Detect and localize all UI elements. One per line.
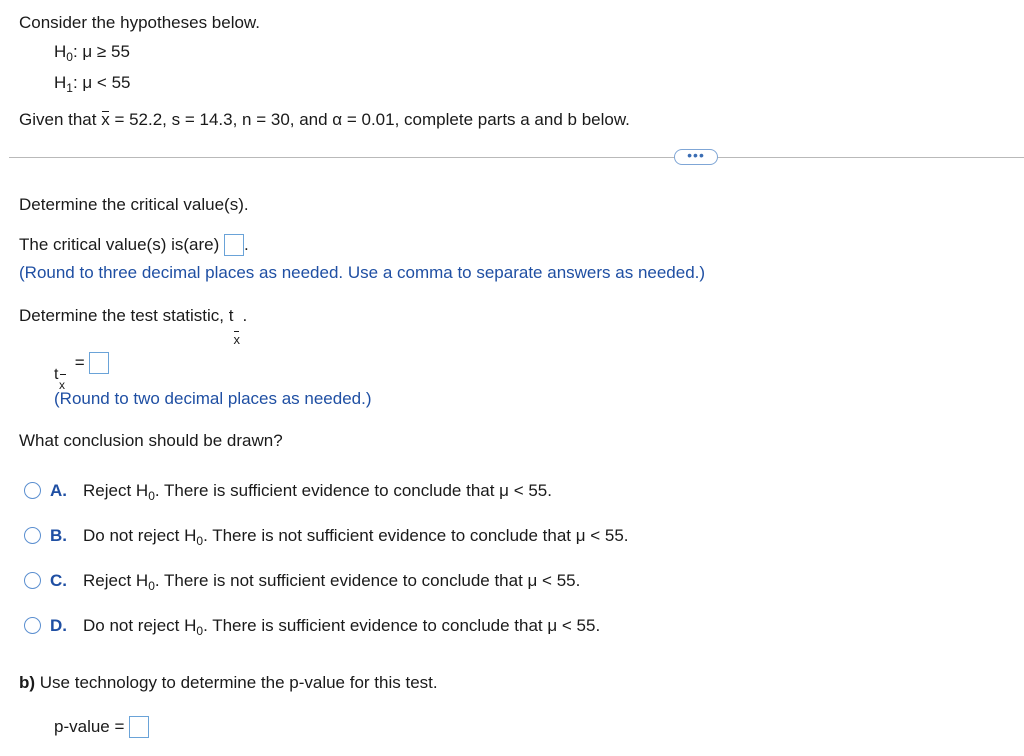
option-d-pre: Do not reject H: [83, 616, 197, 635]
given-prefix: Given that: [19, 110, 102, 129]
option-a-radio[interactable]: [24, 482, 41, 499]
part-b-prompt: [19, 672, 438, 694]
option-c-sub: 0: [148, 579, 155, 593]
alt-hypothesis-sub: 1: [66, 81, 73, 95]
test-statistic-prompt-suffix: .: [242, 306, 248, 325]
option-c-post: . There is not sufficient evidence to conclude that μ < 55.: [154, 571, 581, 590]
null-hypothesis-h: H: [54, 42, 67, 61]
null-hypothesis-sub: 0: [66, 50, 73, 64]
test-statistic-input[interactable]: [89, 352, 109, 374]
critical-value-label: The critical value(s) is(are): [19, 235, 224, 254]
option-b-letter: B.: [50, 526, 67, 545]
option-b-pre: Do not reject H: [83, 526, 197, 545]
pvalue-label: p-value =: [54, 717, 130, 736]
test-statistic-t: t: [54, 366, 59, 383]
option-d-radio[interactable]: [24, 617, 41, 634]
alt-hypothesis-relation: : μ < 55: [72, 73, 131, 92]
option-d-text[interactable]: [83, 615, 600, 638]
option-b-sub: 0: [196, 534, 204, 548]
test-statistic-row: [54, 352, 109, 392]
critical-value-suffix: .: [244, 235, 249, 254]
critical-value-row: [19, 234, 249, 256]
pvalue-row: [54, 716, 149, 738]
option-c-radio[interactable]: [24, 572, 41, 589]
conclusion-prompt: What conclusion should be drawn?: [19, 431, 283, 450]
critical-hint: (Round to three decimal places as needed. Use a comma to separate answers as needed.): [19, 263, 706, 282]
given-values: [19, 109, 630, 131]
option-c-letter: C.: [50, 571, 67, 590]
test-statistic-prompt-sub: x: [233, 329, 240, 351]
option-d-letter: D.: [50, 616, 67, 635]
part-b-text: Use technology to determine the p-value for this test.: [35, 673, 438, 692]
section-divider: [9, 157, 1024, 158]
question-intro: Consider the hypotheses below.: [19, 13, 260, 32]
option-a-pre: Reject H: [83, 481, 149, 500]
option-a-sub: 0: [148, 489, 155, 503]
critical-value-input[interactable]: [224, 234, 244, 256]
given-rest: = 52.2, s = 14.3, n = 30, and α = 0.01, complete parts a and b below.: [109, 110, 630, 129]
option-b-post: . There is not sufficient evidence to conclude that μ < 55.: [203, 526, 629, 545]
option-a-post: . There is sufficient evidence to conclude that μ < 55.: [154, 481, 552, 500]
critical-prompt: Determine the critical value(s).: [19, 195, 249, 214]
test-statistic-prompt-text: Determine the test statistic, t: [19, 306, 234, 325]
alt-hypothesis-h: H: [54, 73, 67, 92]
null-hypothesis: [54, 41, 130, 64]
option-a-letter: A.: [50, 481, 67, 500]
option-a-text[interactable]: [83, 480, 552, 503]
option-d-post: . There is sufficient evidence to conclude that μ < 55.: [203, 616, 601, 635]
option-b-radio[interactable]: [24, 527, 41, 544]
alt-hypothesis: [54, 72, 131, 95]
option-d-sub: 0: [196, 624, 204, 638]
option-b-text[interactable]: [83, 525, 629, 548]
xbar-symbol: x: [101, 110, 110, 129]
option-c-pre: Reject H: [83, 571, 149, 590]
test-statistic-equals: =: [74, 353, 85, 372]
pvalue-input[interactable]: [129, 716, 149, 738]
option-c-text[interactable]: [83, 570, 580, 593]
null-hypothesis-relation: : μ ≥ 55: [72, 42, 130, 61]
test-statistic-sub: x: [59, 378, 65, 392]
test-statistic-hint: (Round to two decimal places as needed.): [54, 389, 372, 408]
part-b-label: b): [19, 673, 36, 692]
more-button[interactable]: •••: [674, 149, 718, 165]
test-statistic-prompt: [19, 305, 248, 347]
